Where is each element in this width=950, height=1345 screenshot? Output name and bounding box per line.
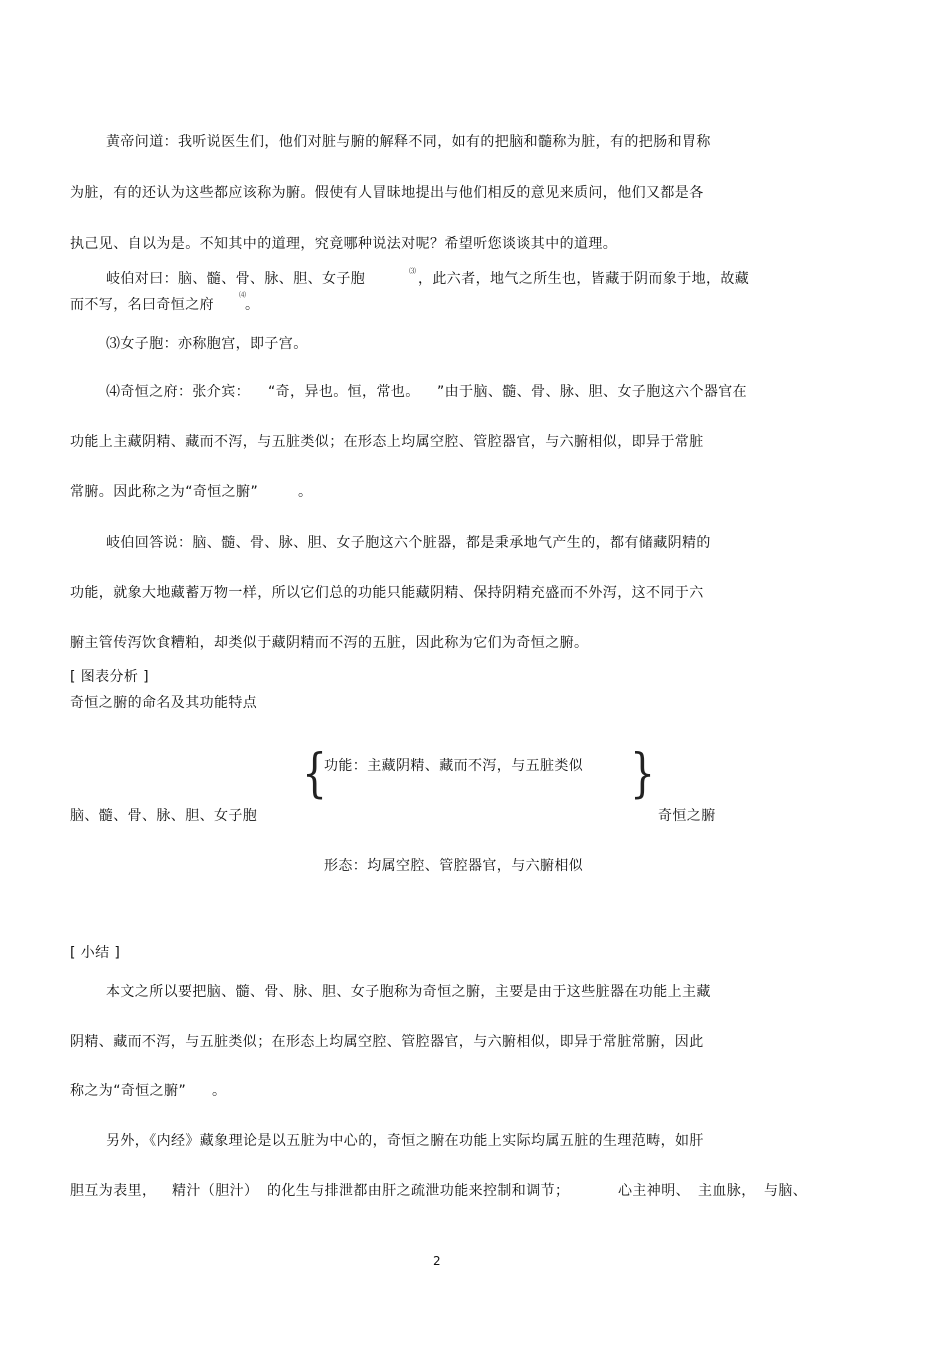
note-3-marker: ⑶ <box>409 267 416 275</box>
question-line-3: 执己见、自以为是。不知其中的道理，究竟哪种说法对呢？希望听您谈谈其中的道理。 <box>70 236 618 252</box>
chart-heading: [ 图表分析 ] <box>70 669 150 685</box>
original-line-1b: ，此六者，地气之所生也，皆藏于阴而象于地，故藏 <box>418 271 750 287</box>
original-line-1a: 岐伯对曰：脑、髓、骨、脉、胆、女子胞 <box>106 271 366 287</box>
summary-p2-line-2f: 与脑、 <box>764 1183 808 1199</box>
summary-p2-line-2a: 胆互为表里， <box>70 1183 157 1199</box>
summary-p1-line-1: 本文之所以要把脑、髓、骨、脉、胆、女子胞称为奇恒之腑，主要是由于这些脏器在功能上主藏 <box>106 984 711 1000</box>
summary-p2-line-2e: 主血脉， <box>698 1183 756 1199</box>
translation-line-3: 腑主管传泻饮食糟粕，却类似于藏阴精而不泻的五脏，因此称为它们为奇恒之腑。 <box>70 635 589 651</box>
note-4-line-3b: 。 <box>298 484 313 500</box>
translation-line-1: 岐伯回答说：脑、髓、骨、脉、胆、女子胞这六个脏器，都是秉承地气产生的，都有储藏阴精的 <box>106 535 711 551</box>
note-4-line-1c: ”由于脑、髓、骨、脉、胆、女子胞这六个器官在 <box>437 384 748 400</box>
right-brace: } <box>630 744 655 804</box>
left-brace: { <box>302 744 327 804</box>
summary-p1-line-3a: 称之为“奇恒之腑” <box>70 1083 187 1099</box>
summary-heading: [ 小结 ] <box>70 945 121 961</box>
summary-p1-line-3b: 。 <box>212 1083 227 1099</box>
chart-subtitle: 奇恒之腑的命名及其功能特点 <box>70 695 258 711</box>
qiheng-label: 奇恒之腑 <box>658 808 716 824</box>
summary-p2-line-2b: 精汁（胆汁） <box>172 1183 259 1199</box>
original-line-2b: 。 <box>245 297 260 313</box>
form-text: 形态：均属空腔、管腔器官，与六腑相似 <box>324 858 584 874</box>
page-number: 2 <box>433 1254 441 1268</box>
note-4-line-1a: ⑷奇恒之府：张介宾： <box>106 384 250 400</box>
organs-label: 脑、髓、骨、脉、胆、女子胞 <box>70 808 258 824</box>
question-line-2: 为脏，有的还认为这些都应该称为腑。假使有人冒昧地提出与他们相反的意见来质问，他们又都是各 <box>70 185 704 201</box>
summary-p1-line-2: 阴精、藏而不泻，与五脏类似；在形态上均属空腔、管腔器官，与六腑相似，即异于常脏常腑，因此 <box>70 1034 704 1050</box>
question-line-1: 黄帝问道：我听说医生们，他们对脏与腑的解释不同，如有的把脑和髓称为脏，有的把肠和胃称 <box>106 134 711 150</box>
translation-line-2: 功能，就象大地藏蓄万物一样，所以它们总的功能只能藏阴精、保持阴精充盛而不外泻，这不同于六 <box>70 585 704 601</box>
summary-p2-line-2c: 的化生与排泄都由肝之疏泄功能来控制和调节； <box>267 1183 570 1199</box>
function-text: 功能：主藏阴精、藏而不泻，与五脏类似 <box>324 758 584 774</box>
original-line-2a: 而不写，名曰奇恒之府 <box>70 297 214 313</box>
note-4-line-2: 功能上主藏阴精、藏而不泻，与五脏类似；在形态上均属空腔、管腔器官，与六腑相似，即异于常脏 <box>70 434 704 450</box>
summary-p2-line-2d: 心主神明、 <box>618 1183 690 1199</box>
note-4-marker: ⑷ <box>239 291 246 299</box>
summary-p2-line-1: 另外，《内经》藏象理论是以五脏为中心的，奇恒之腑在功能上实际均属五脏的生理范畴，如肝 <box>106 1133 704 1149</box>
note-3: ⑶女子胞：亦称胞宫，即子宫。 <box>106 336 308 352</box>
note-4-line-1b: “奇，异也。恒，常也。 <box>268 384 420 400</box>
note-4-line-3a: 常腑。因此称之为“奇恒之腑” <box>70 484 259 500</box>
